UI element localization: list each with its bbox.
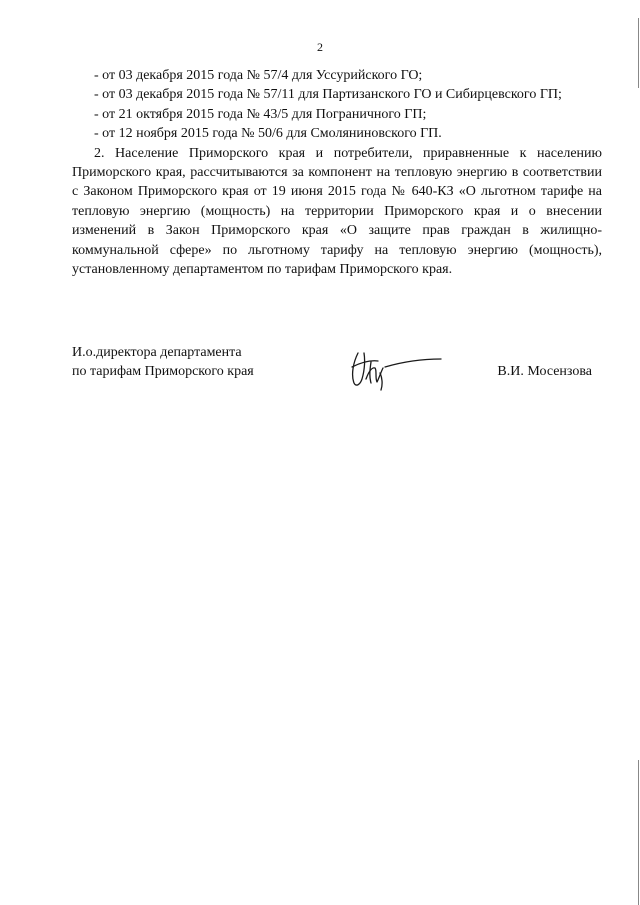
scan-edge-line-top	[638, 18, 639, 88]
document-body	[72, 66, 602, 279]
signature-block	[72, 343, 602, 403]
signatory-title-line-1: И.о.директора департамента	[72, 345, 242, 360]
signatory-title-line-2: по тарифам Приморского края	[72, 364, 254, 380]
list-item-pogranichny: - от 21 октября 2015 года № 43/5 для Пограничного ГП;	[94, 106, 427, 122]
handwritten-signature	[344, 343, 444, 395]
page-number: 2	[317, 40, 323, 54]
list-item-smolyaninovo: - от 12 ноября 2015 года № 50/6 для Смоляниновского ГП.	[94, 126, 442, 142]
scan-edge-line	[638, 760, 639, 905]
list-item-partizansk: - от 03 декабря 2015 года № 57/11 для Партизанского ГО и Сибирцевского ГП;	[94, 87, 562, 103]
list-item-ussuriysk: - от 03 декабря 2015 года № 57/4 для Уссурийского ГО;	[94, 68, 423, 83]
paragraph-2: 2. Население Приморского края и потребители, приравненные к населению Приморского края, рассчитываются за компонент на тепловую энергию в соответствии с Законом Приморского края от 19 июня 2015 года № 640-КЗ «О льготном тарифе на тепловую энергию (мощность) на территории Приморского края и о внесении изменений в Закон Приморского края «О защите прав граждан в жилищно-коммунальной сфере» по льготному тарифу на тепловую энергию (мощность), установленному департаментом по тарифам Приморского края.	[72, 145, 602, 278]
signatory-title	[72, 343, 254, 382]
signatory-name: В.И. Мосензова	[497, 364, 592, 379]
